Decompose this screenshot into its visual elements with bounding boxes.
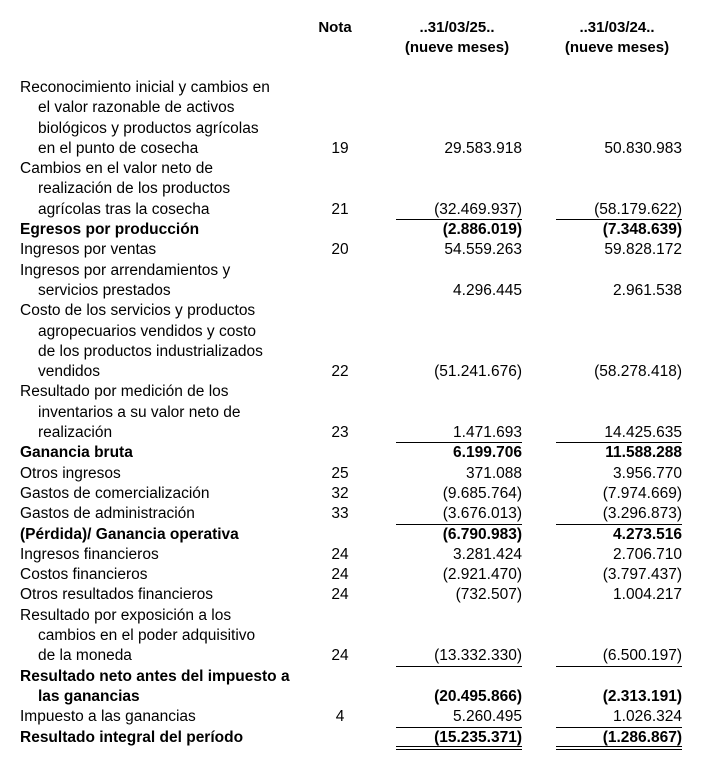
value-2025: (732.507): [455, 586, 522, 604]
line-label: Reconocimiento inicial y cambios en: [20, 79, 270, 96]
statement-line: [0, 585, 709, 605]
statement-line: [0, 403, 709, 423]
line-label: agrícolas tras la cosecha: [38, 200, 210, 218]
line-label: Resultado por medición de los: [20, 383, 229, 401]
line-nota: 24: [331, 545, 349, 563]
value-2024: (58.179.622): [594, 200, 682, 218]
line-label: realización: [38, 424, 113, 442]
header-period-2-sub: (nueve meses): [564, 39, 670, 56]
statement-line: [0, 504, 709, 524]
statement-line: [0, 728, 709, 748]
statement-line: [0, 687, 709, 707]
line-nota: 19: [331, 139, 349, 157]
line-label: Resultado por exposición a los: [20, 606, 232, 624]
line-label: Ingresos por arrendamientos y: [20, 261, 231, 279]
total-double-rule: [396, 746, 522, 750]
line-label: Ingresos por ventas: [20, 241, 157, 259]
value-2024: 4.273.516: [613, 525, 682, 543]
line-label: Resultado neto antes del impuesto a: [20, 667, 290, 685]
line-label: inventarios a su valor neto de: [38, 403, 241, 421]
statement-line: [0, 322, 709, 342]
value-2025: (3.676.013): [442, 505, 522, 523]
line-label: realización de los productos: [38, 180, 231, 198]
line-label: las ganancias: [38, 687, 140, 705]
value-2025: (20.495.866): [434, 687, 522, 705]
value-2025: (32.469.937): [434, 200, 522, 218]
value-2025: 4.296.445: [453, 281, 522, 299]
statement-line: [0, 301, 709, 321]
statement-line: [0, 119, 709, 139]
statement-line: [0, 139, 709, 159]
line-label: Costos financieros: [20, 566, 148, 584]
value-2024: 2.961.538: [613, 281, 682, 299]
line-nota: 23: [331, 424, 349, 442]
statement-line: [0, 423, 709, 443]
statement-line: [0, 342, 709, 362]
value-2025: 1.471.693: [453, 424, 522, 442]
value-2025: 3.281.424: [453, 545, 522, 563]
line-label: (Pérdida)/ Ganancia operativa: [20, 525, 239, 543]
line-nota: 24: [331, 566, 349, 584]
value-2024: 2.706.710: [613, 545, 682, 563]
line-label: biológicos y productos agrícolas: [38, 119, 259, 137]
statement-line: [0, 667, 709, 687]
header-period-1-sub: (nueve meses): [404, 39, 510, 56]
header-period-1-date: ..31/03/25..: [419, 19, 495, 36]
statement-line: [0, 78, 709, 98]
line-label: Cambios en el valor neto de: [20, 160, 214, 178]
value-2024: 59.828.172: [604, 241, 682, 259]
statement-line: [0, 707, 709, 727]
header-period-1: [392, 18, 522, 58]
line-nota: 22: [331, 363, 349, 381]
value-2024: 14.425.635: [604, 424, 682, 442]
statement-line: [0, 606, 709, 626]
line-label: Impuesto a las ganancias: [20, 708, 196, 726]
line-label: Otros ingresos: [20, 464, 121, 482]
statement-line: [0, 545, 709, 565]
line-nota: 21: [331, 200, 349, 218]
statement-line: [0, 464, 709, 484]
value-2024: (3.296.873): [602, 505, 682, 523]
statement-line: [0, 362, 709, 382]
statement-line: [0, 525, 709, 545]
value-2025: 29.583.918: [444, 139, 522, 157]
line-label: Resultado integral del período: [20, 728, 244, 746]
value-2025: (2.921.470): [442, 566, 522, 584]
statement-line: [0, 200, 709, 220]
value-2025: (13.332.330): [434, 647, 522, 665]
statement-line: [0, 626, 709, 646]
line-label: Ingresos financieros: [20, 545, 159, 563]
line-nota: 24: [331, 647, 349, 665]
statement-line: [0, 240, 709, 260]
statement-line: [0, 443, 709, 463]
value-2024: 1.004.217: [613, 586, 682, 604]
statement-line: [0, 565, 709, 585]
value-2025: 371.088: [465, 464, 522, 482]
line-nota: 25: [331, 464, 349, 482]
value-2025: (9.685.764): [442, 484, 522, 502]
statement-rows: [0, 78, 709, 748]
value-2024: 1.026.324: [613, 708, 682, 726]
line-label: agropecuarios vendidos y costo: [38, 322, 256, 340]
line-label: Ganancia bruta: [20, 444, 133, 462]
line-label: en el punto de cosecha: [38, 139, 199, 157]
line-label: Gastos de comercialización: [20, 484, 210, 502]
value-2024: (3.797.437): [602, 566, 682, 584]
line-label: Egresos por producción: [20, 221, 200, 239]
line-label: Costo de los servicios y productos: [20, 302, 256, 320]
value-2024: 50.830.983: [604, 139, 682, 157]
line-nota: 33: [331, 505, 349, 523]
statement-line: [0, 159, 709, 179]
value-2025: 6.199.706: [453, 444, 522, 462]
line-label: vendidos: [38, 363, 101, 381]
value-2025: (51.241.676): [434, 363, 522, 381]
header-period-2-date: ..31/03/24..: [579, 19, 655, 36]
line-nota: 32: [331, 484, 349, 502]
line-label: servicios prestados: [38, 281, 171, 299]
value-2025: (6.790.983): [442, 525, 522, 543]
statement-line: [0, 220, 709, 240]
total-double-rule: [556, 746, 682, 750]
header-nota: Nota: [318, 19, 352, 36]
value-2025: 5.260.495: [453, 708, 522, 726]
line-nota: 4: [335, 708, 345, 726]
header-period-2: [552, 18, 682, 58]
statement-line: [0, 261, 709, 281]
value-2025: 54.559.263: [444, 241, 522, 259]
value-2024: (58.278.418): [594, 363, 682, 381]
line-label: Otros resultados financieros: [20, 586, 213, 604]
line-label: de la moneda: [38, 647, 132, 665]
value-2025: (15.235.371): [434, 728, 522, 746]
line-label: el valor razonable de activos: [38, 99, 235, 117]
statement-line: [0, 484, 709, 504]
value-2024: (7.974.669): [602, 484, 682, 502]
value-2024: (1.286.867): [602, 728, 682, 746]
value-2024: (2.313.191): [602, 687, 682, 705]
value-2024: 3.956.770: [613, 464, 682, 482]
line-label: cambios en el poder adquisitivo: [38, 627, 256, 645]
line-label: de los productos industrializados: [38, 342, 263, 360]
value-2024: 11.588.288: [605, 444, 682, 462]
value-2024: (6.500.197): [602, 647, 682, 665]
line-nota: 20: [331, 241, 349, 259]
line-nota: 24: [331, 586, 349, 604]
value-2025: (2.886.019): [442, 221, 522, 239]
value-2024: (7.348.639): [602, 221, 682, 239]
statement-line: [0, 646, 709, 666]
statement-line: [0, 281, 709, 301]
statement-line: [0, 382, 709, 402]
statement-line: [0, 98, 709, 118]
line-label: Gastos de administración: [20, 505, 195, 523]
statement-line: [0, 179, 709, 199]
